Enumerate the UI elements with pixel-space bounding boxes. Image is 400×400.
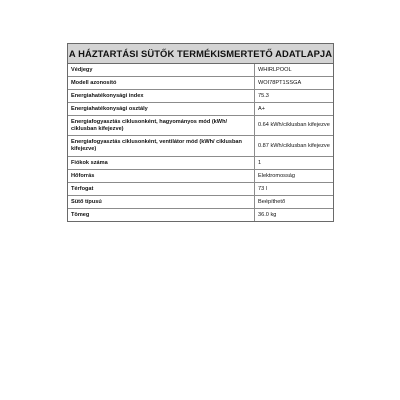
row-label: Energiahatékonysági osztály	[68, 103, 255, 116]
row-value: 36.0 kg	[255, 209, 334, 222]
row-label: Energiafogyasztás ciklusonként, hagyományos mód (kWh/ ciklusban kifejezve)	[68, 116, 255, 136]
row-value: A+	[255, 103, 334, 116]
fiche-title: A HÁZTARTÁSI SÜTŐK TERMÉKISMERTETŐ ADATLAPJA	[68, 44, 333, 64]
table-row	[68, 196, 333, 209]
row-value: 0.64 kWh/ciklusban kifejezve	[255, 116, 334, 136]
spec-table	[68, 64, 333, 221]
table-row	[68, 90, 333, 103]
row-value: 75.3	[255, 90, 334, 103]
row-value: 0.87 kWh/ciklusban kifejezve	[255, 136, 334, 157]
row-label: Energiahatékonysági index	[68, 90, 255, 103]
row-label: Tömeg	[68, 209, 255, 222]
row-label: Energiafogyasztás ciklusonként, ventilátor mód (kWh/ ciklusban kifejezve)	[68, 136, 255, 157]
row-label: Fiókok száma	[68, 157, 255, 170]
row-label: Modell azonosító	[68, 77, 255, 90]
table-row	[68, 116, 333, 136]
row-label: Védjegy	[68, 64, 255, 77]
table-row	[68, 209, 333, 222]
table-row	[68, 103, 333, 116]
product-fiche	[67, 43, 334, 222]
table-row	[68, 157, 333, 170]
row-value: WOI78PT1SSGA	[255, 77, 334, 90]
row-value: Elektromosság	[255, 170, 334, 183]
table-row	[68, 136, 333, 157]
row-label: Térfogat	[68, 183, 255, 196]
row-label: Hőforrás	[68, 170, 255, 183]
row-value: 1	[255, 157, 334, 170]
row-label: Sütő típusú	[68, 196, 255, 209]
table-row	[68, 64, 333, 77]
table-row	[68, 183, 333, 196]
row-value: Beépíthető	[255, 196, 334, 209]
table-row	[68, 77, 333, 90]
row-value: 73 l	[255, 183, 334, 196]
row-value: WHIRLPOOL	[258, 66, 292, 73]
table-row	[68, 170, 333, 183]
